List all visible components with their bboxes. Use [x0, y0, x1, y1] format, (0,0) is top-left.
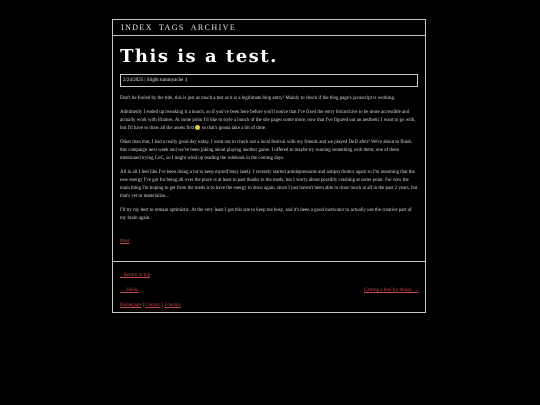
post-paragraph: Don't be fooled by the title, this is just as much a test as it is a legitimate blog entry! Mainly to check if the blog page's javascript is working.: [120, 96, 396, 101]
homepage-link[interactable]: Homepage: [120, 303, 142, 308]
post-meta: 2/24/2025 | Slight tummyache :(: [120, 74, 418, 87]
footer-separator: |: [162, 303, 164, 308]
nav-index-link[interactable]: INDEX: [121, 23, 153, 32]
blog-post: [113, 36, 425, 262]
zonelon-link[interactable]: Zonelon: [164, 303, 181, 308]
blog-frame: [112, 19, 426, 313]
post-paragraph-tail: so that's gonna take a bit of time.: [200, 126, 267, 131]
post-tag-link[interactable]: #test: [120, 239, 130, 244]
top-nav: [113, 20, 425, 36]
footer-separator: |: [142, 303, 144, 308]
contact-link[interactable]: Contact: [145, 303, 161, 308]
post-paragraph: [120, 109, 418, 133]
post-paragraph-text: Admittedly I ended up tweaking it a bunch, so if you've been here before you'll notice that I've fixed the entry list/archive to be more accessible and actually work with iframes. At some point I'd like to style a bunch of the site pages some more, now that I've figured out an aesthetic I want to go with, but I'll have to draw all the assets first: [120, 110, 416, 131]
post-paragraph: All in all I feel like I've been doing a lot to keep myself busy lately. I recently started antidepressants and antipsychotics again so I'm assuming that the new energy I've got for being all over the place is at least in part thanks to the meds, but I worry about possibly crashing at some point. For now the main thing I'm hoping to get from the meds is to have the energy to draw again, since I just haven't been able to draw much at all in the past 2 years, but that's yet to materialize...: [120, 170, 418, 199]
previous-post-link[interactable]: ← Hello.: [120, 288, 139, 293]
post-paragraph: Other than that, I had a really good day today. I went out to check out a local festival with my friends and we played DnD after! We're about to finish this campaign next week and we've been joking about playing another game. I offered to maybe try running something with them; one of them mentioned trying CoC, so I might wind up reading the rulebook in the coming days.: [120, 140, 412, 161]
return-to-top-link[interactable]: ↑ Return to top: [120, 273, 151, 278]
next-post-link[interactable]: Getting a feel for things →: [363, 288, 418, 293]
nav-tags-link[interactable]: TAGS: [158, 23, 185, 32]
post-title: This is a test.: [120, 46, 278, 67]
post-paragraph: I'll try my best to remain optimistic. At the very least I got this site to keep me busy, and it's been a good motivator to actually use the creative part of my brain again.: [120, 208, 412, 221]
nav-archive-link[interactable]: ARCHIVE: [190, 23, 237, 32]
post-footer: [113, 262, 425, 313]
